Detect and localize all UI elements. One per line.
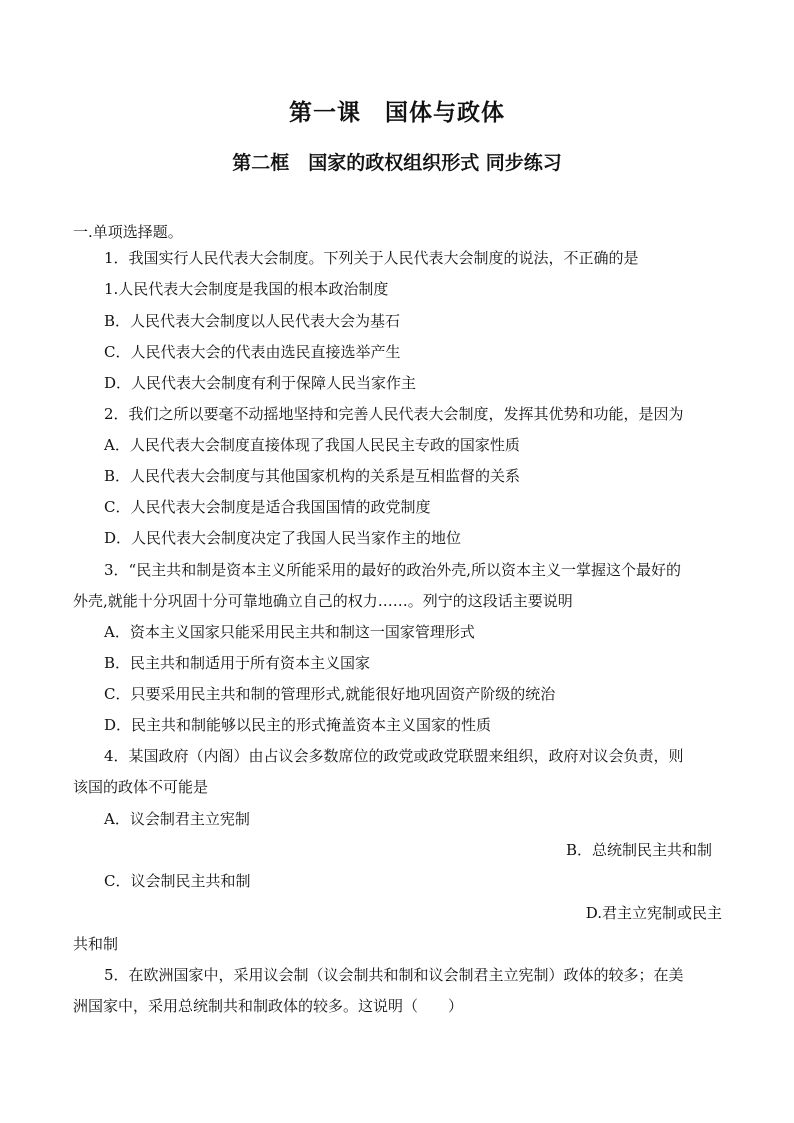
q3-option-a: A．资本主义国家只能采用民主共和制这一国家管理形式 xyxy=(104,623,475,641)
q3-option-d: D．民主共和制能够以民主的形式掩盖资本主义国家的性质 xyxy=(104,716,492,734)
q3-stem-line2: 外壳,就能十分巩固十分可靠地确立自己的权力……。列宁的这段话主要说明 xyxy=(73,592,573,610)
q1-option-c: C．人民代表大会的代表由选民直接选举产生 xyxy=(104,343,401,361)
q3-option-c: C．只要采用民主共和制的管理形式,就能很好地巩固资产阶级的统治 xyxy=(104,685,556,703)
q4-option-b: B．总统制民主共和制 xyxy=(565,841,712,859)
q4-option-d-line1: D.君主立宪制或民主 xyxy=(585,904,722,922)
q1-option-d: D．人民代表大会制度有利于保障人民当家作主 xyxy=(104,374,417,392)
q5-stem-line1: 5．在欧洲国家中，采用议会制（议会制共和制和议会制君主立宪制）政体的较多；在美 xyxy=(104,966,684,984)
page-subtitle: 第二框 国家的政权组织形式 同步练习 xyxy=(232,152,562,174)
q4-stem-line1: 4．某国政府（内阁）由占议会多数席位的政党或政党联盟来组织，政府对议会负责，则 xyxy=(104,747,684,765)
q2-option-a: A．人民代表大会制度直接体现了我国人民民主专政的国家性质 xyxy=(104,436,520,454)
q2-option-c: C．人民代表大会制度是适合我国国情的政党制度 xyxy=(104,498,431,516)
page-title: 第一课 国体与政体 xyxy=(289,99,505,126)
q4-option-a: A．议会制君主立宪制 xyxy=(104,810,250,828)
section-heading: 一.单项选择题。 xyxy=(73,223,183,241)
q2-option-d: D．人民代表大会制度决定了我国人民当家作主的地位 xyxy=(104,529,462,547)
q4-stem-line2: 该国的政体不可能是 xyxy=(73,778,209,796)
q4-option-c: C．议会制民主共和制 xyxy=(104,872,251,890)
q4-option-d-line2: 共和制 xyxy=(73,935,119,953)
q1-option-b: B．人民代表大会制度以人民代表大会为基石 xyxy=(104,312,401,330)
q1-stem: 1．我国实行人民代表大会制度。下列关于人民代表大会制度的说法，不正确的是 xyxy=(104,249,639,267)
q2-option-b: B．人民代表大会制度与其他国家机构的关系是互相监督的关系 xyxy=(104,467,521,485)
q3-option-b: B．民主共和制适用于所有资本主义国家 xyxy=(104,654,371,672)
q5-stem-line2: 洲国家中，采用总统制共和制政体的较多。这说明（ ） xyxy=(73,997,464,1015)
q1-option-a: 1.人民代表大会制度是我国的根本政治制度 xyxy=(104,280,389,298)
q3-stem-line1: 3．“民主共和制是资本主义所能采用的最好的政治外壳,所以资本主义一掌握这个最好的 xyxy=(104,561,681,579)
q2-stem: 2．我们之所以要毫不动摇地坚持和完善人民代表大会制度，发挥其优势和功能，是因为 xyxy=(104,405,684,423)
